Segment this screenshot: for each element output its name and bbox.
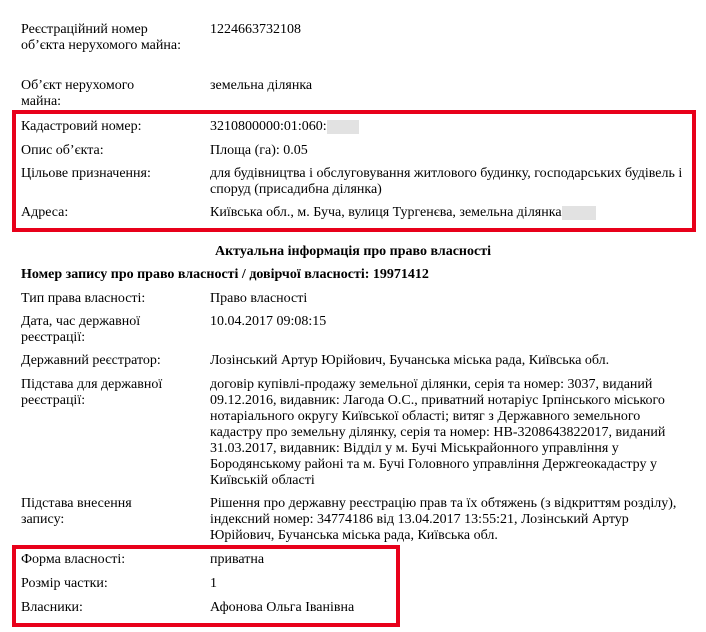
registration-date-value: 10.04.2017 09:08:15 xyxy=(210,314,327,329)
description-label: Опис об’єкта: xyxy=(21,143,104,158)
share-label: Розмір частки: xyxy=(21,576,108,591)
share-value: 1 xyxy=(210,576,217,591)
owners-label: Власники: xyxy=(21,600,83,615)
entry-basis-value: Рішення про державну реєстрацію прав та їх обтяжень (з відкриттям розділу), індексний номер: 34774186 від 13.04.2017 13:55:21, Лозінський Артур Юрійович, Бучанська міська рада, Київська обл. xyxy=(210,496,677,543)
ownership-type-value: Право власності xyxy=(210,291,308,306)
cadastral-value: 3210800000:01:060: xyxy=(210,119,327,134)
description-value: Площа (га): 0.05 xyxy=(210,143,308,158)
object-label: Об’єкт нерухомого майна: xyxy=(21,78,135,109)
ownership-type-label: Тип права власності: xyxy=(21,291,146,306)
address-value: Київська обл., м. Буча, вулиця Тургенєва, земельна ділянка xyxy=(210,205,562,220)
highlight-box-ownership-details xyxy=(12,545,400,627)
record-number-heading: Номер запису про право власності / довірчої власності: 19971412 xyxy=(21,267,429,282)
registration-basis-label: Підстава для державної реєстрації: xyxy=(21,377,163,408)
owners-value: Афонова Ольга Іванівна xyxy=(210,600,355,615)
highlight-box-land-details xyxy=(12,110,696,232)
entry-basis-label: Підстава внесення запису: xyxy=(21,496,132,527)
ownership-heading: Актуальна інформація про право власності xyxy=(215,244,491,259)
registration-date-label: Дата, час державної реєстрації: xyxy=(21,314,141,345)
address-label: Адреса: xyxy=(21,205,69,220)
reg-number-label: Реєстраційний номер об’єкта нерухомого майна: xyxy=(21,22,181,53)
purpose-label: Цільове призначення: xyxy=(21,166,151,181)
registration-basis-value: договір купівлі-продажу земельної ділянки, серія та номер: 3037, виданий 09.12.2016, видавник: Лагода О.С., приватний нотаріус Ірпінського міського нотаріального округу Київської області; витяг з Державного земельного кадастру про земельну ділянку, серія та номер: НВ-3208643822017, виданий 31.03.2017, видавник: Відділ у м. Бучі Міськрайонного управління у Бородянському районі та м. Бучі Головного управління Держгеокадастру у Київській області xyxy=(210,377,666,488)
ownership-form-value: приватна xyxy=(210,552,265,567)
purpose-value: для будівництва і обслуговування житлового будинку, господарських будівель і споруд (присадибна ділянка) xyxy=(210,166,683,197)
registrar-label: Державний реєстратор: xyxy=(21,353,161,368)
cadastral-label: Кадастровий номер: xyxy=(21,119,142,134)
registrar-value: Лозінський Артур Юрійович, Бучанська міська рада, Київська обл. xyxy=(210,353,610,368)
object-value: земельна ділянка xyxy=(210,78,313,93)
ownership-form-label: Форма власності: xyxy=(21,552,126,567)
reg-number-value: 1224663732108 xyxy=(210,22,301,37)
